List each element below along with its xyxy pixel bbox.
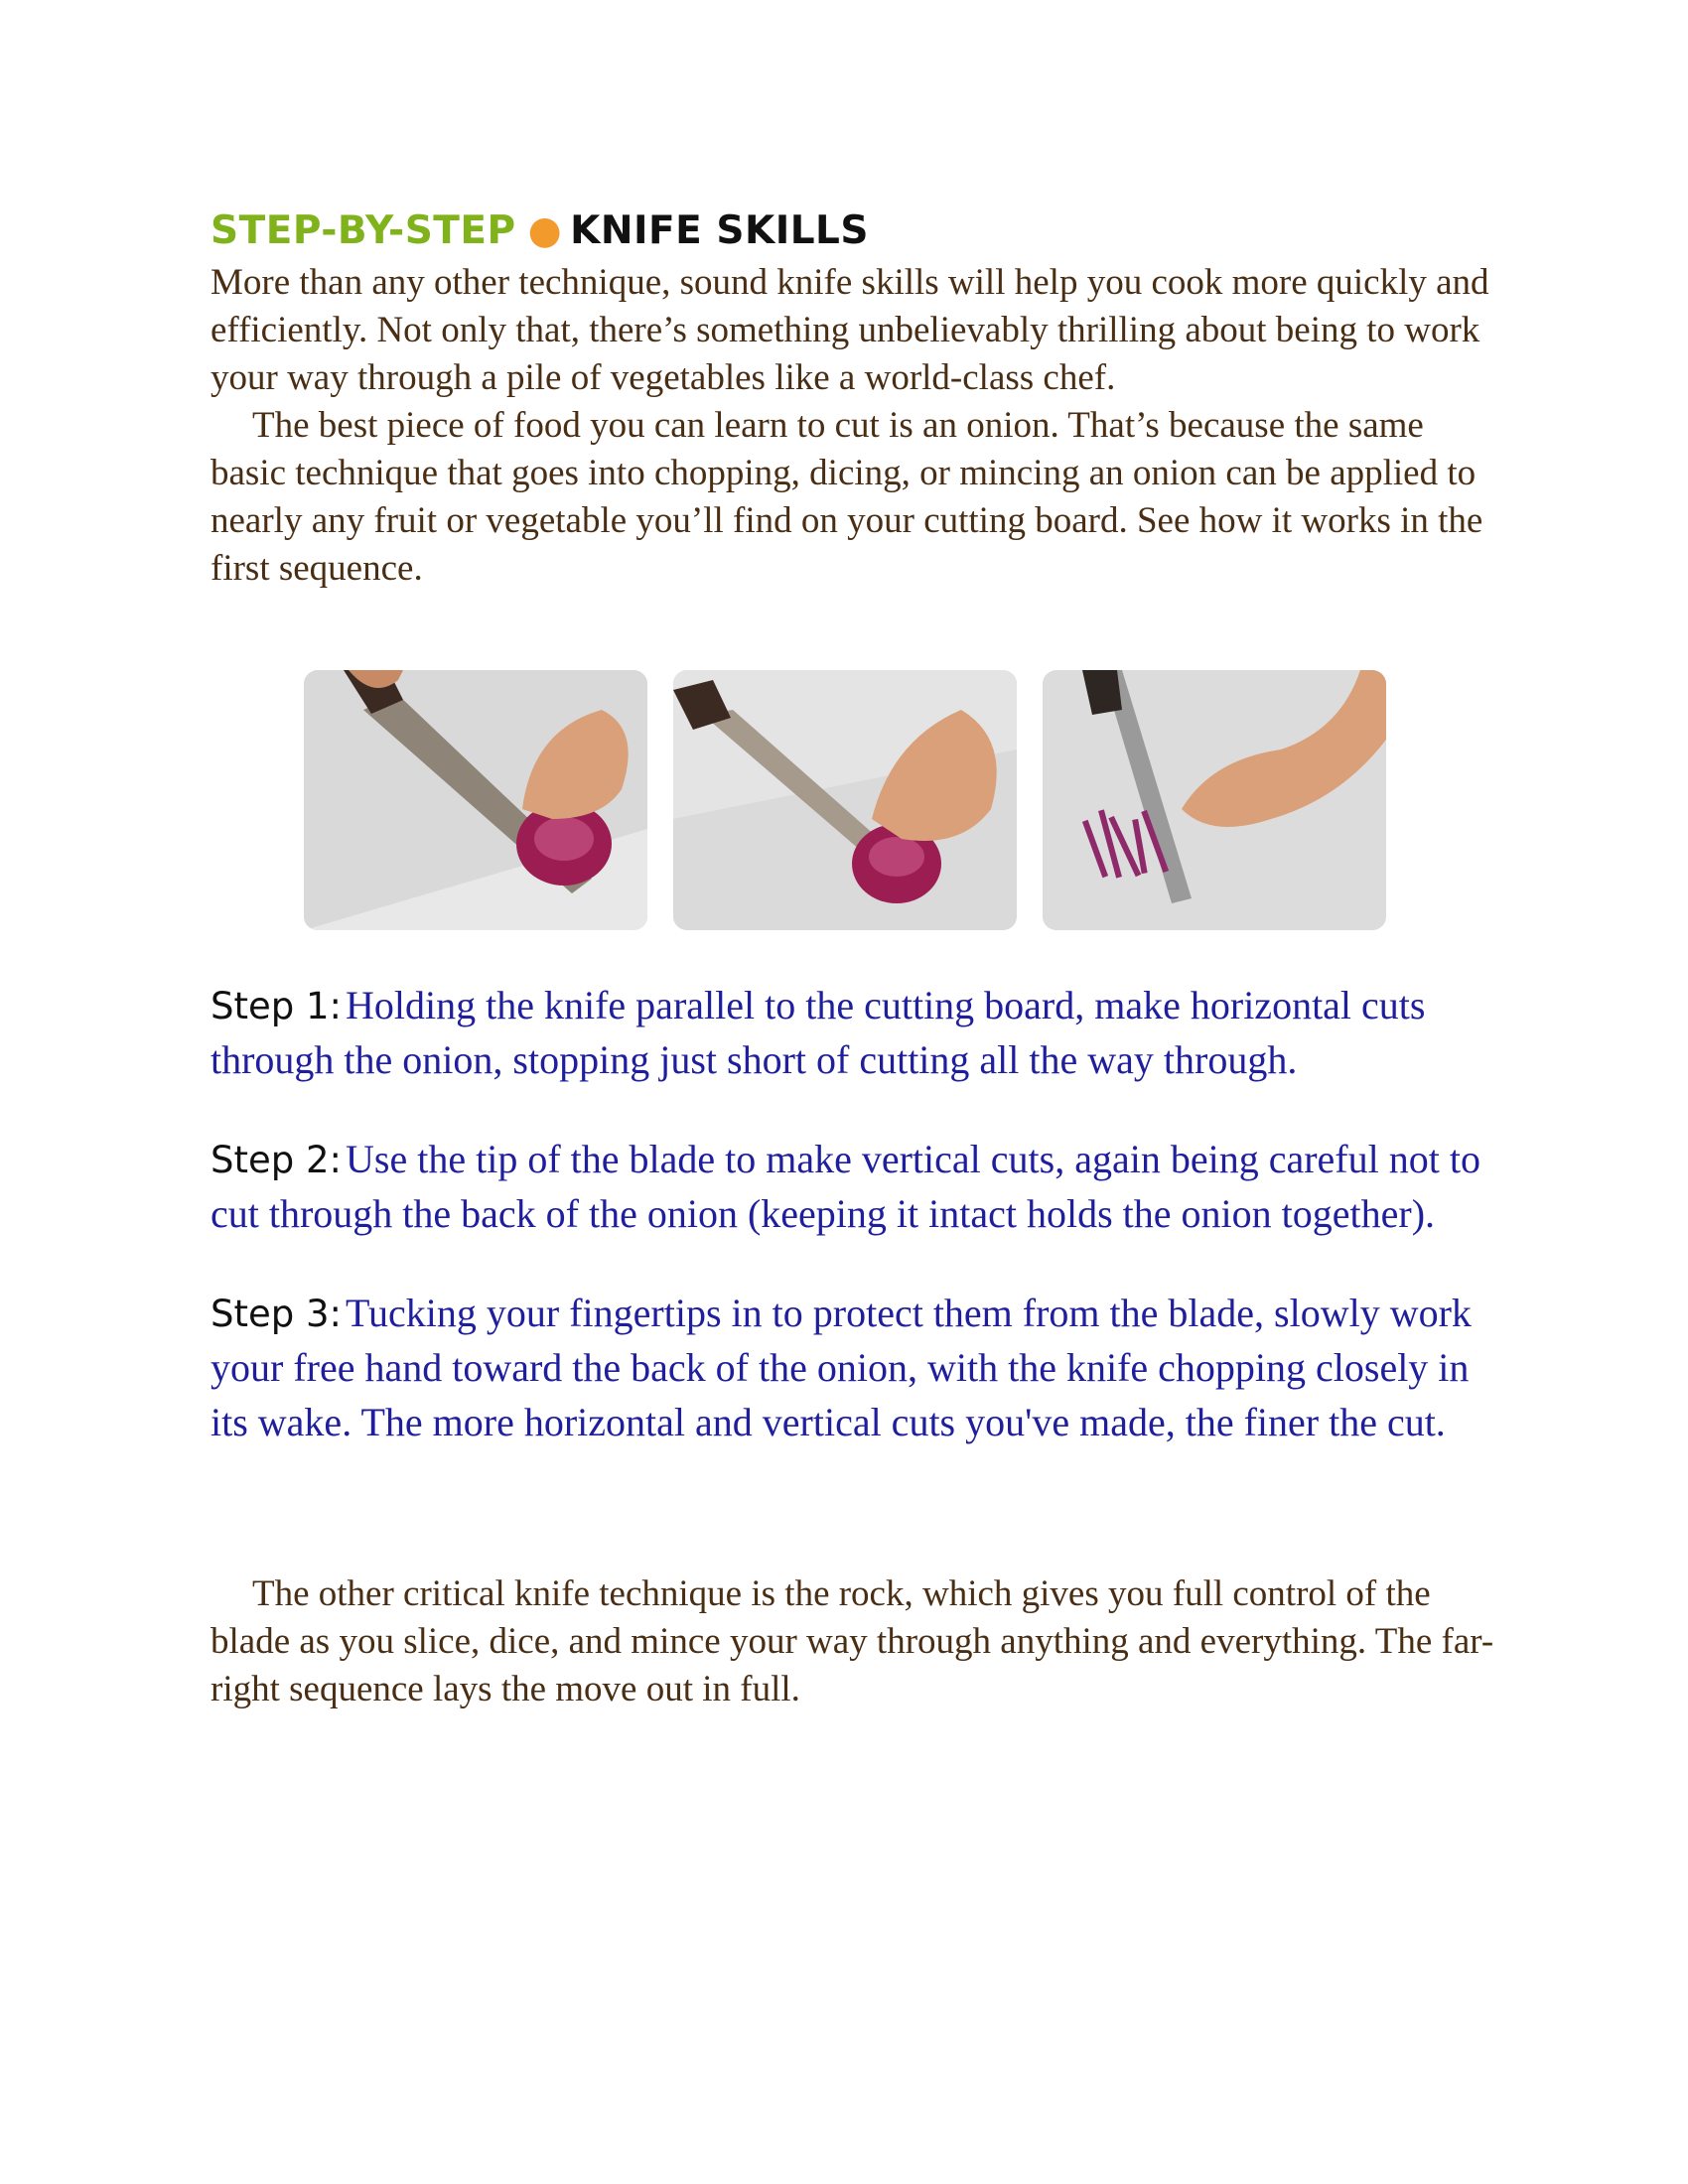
step-3-label: Step 3: [211, 1293, 343, 1335]
orange-bullet-icon: ● [527, 208, 563, 253]
knife-chop-photo [1043, 670, 1386, 930]
intro-section [211, 204, 1491, 593]
step-1 [211, 983, 1501, 1092]
step-3 [211, 1291, 1501, 1454]
photo-2-illustration [673, 670, 1017, 930]
step-2 [211, 1137, 1501, 1246]
closing-section [211, 1570, 1501, 1713]
steps-list [211, 983, 1501, 1499]
title-step-by-step: STEP-BY-STEP [211, 208, 516, 253]
step-3-text: Tucking your fingertips in to protect them from the blade, slowly work your free hand toward the back of the onion, with the knife chopping closely in its wake. The more horizontal and vertical cuts you've made, the finer the cut. [211, 1291, 1472, 1444]
step-1-label: Step 1: [211, 985, 343, 1027]
step-2-label: Step 2: [211, 1139, 343, 1181]
closing-paragraph: The other critical knife technique is the rock, which gives you full control of the blade as you slice, dice, and mince your way through anything and everything. The far-right sequence lays the move out in full. [211, 1573, 1494, 1709]
intro-paragraph-2: The best piece of food you can learn to cut is an onion. That’s because the same basic technique that goes into chopping, dicing, or mincing an onion can be applied to nearly any fruit or vegetable you’ll find on your cutting board. See how it works in the first sequence. [211, 405, 1483, 589]
knife-horizontal-cut-photo [304, 670, 647, 930]
photo-sequence [304, 670, 1386, 930]
photo-3-illustration [1043, 670, 1386, 930]
title-knife-skills: KNIFE SKILLS [570, 208, 869, 253]
step-2-text: Use the tip of the blade to make vertical cuts, again being careful not to cut through the back of the onion (keeping it intact holds the onion together). [211, 1137, 1480, 1236]
page-title [211, 204, 1491, 259]
knife-vertical-cut-photo [673, 670, 1017, 930]
intro-paragraph-1: More than any other technique, sound knife skills will help you cook more quickly and efficiently. Not only that, there’s something unbelievably thrilling about being to work your way through a pile of vegetables like a world-class chef. [211, 262, 1489, 398]
step-1-text: Holding the knife parallel to the cutting board, make horizontal cuts through the onion, stopping just short of cutting all the way through. [211, 983, 1426, 1082]
photo-1-illustration [304, 670, 647, 930]
